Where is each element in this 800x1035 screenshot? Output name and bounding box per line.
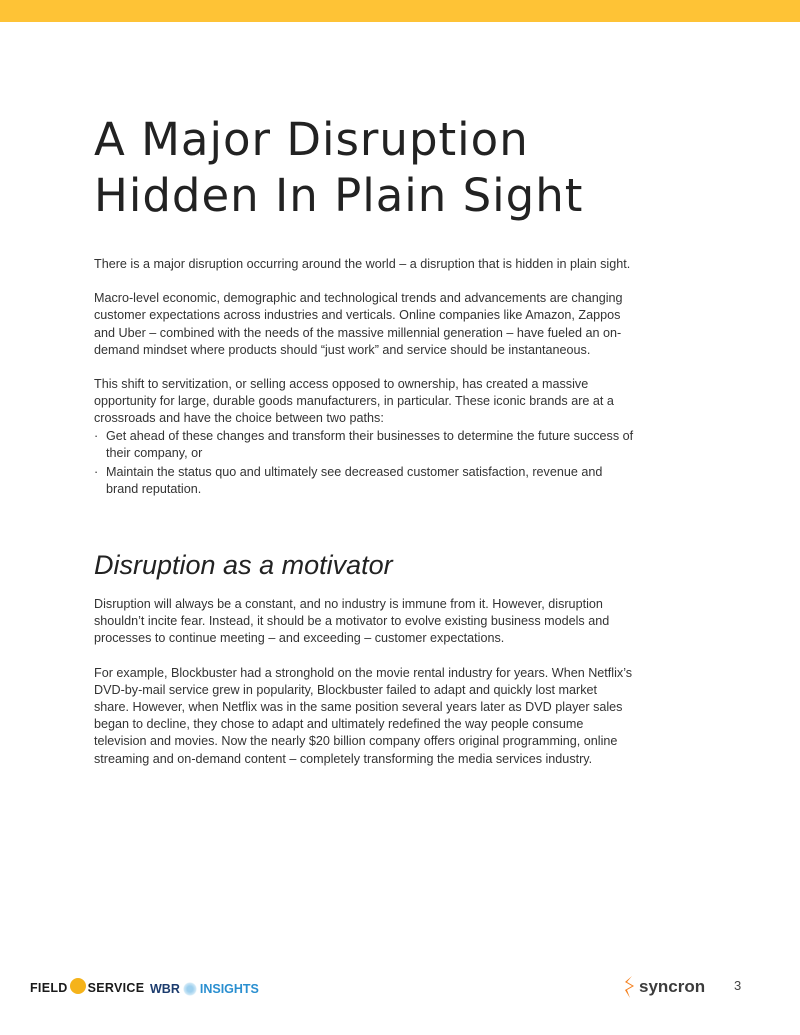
logo-text: SERVICE (87, 981, 145, 995)
syncron-logo (622, 976, 705, 998)
section-heading: Disruption as a motivator (94, 550, 393, 580)
paragraph: There is a major disruption occurring around the world – a disruption that is hidden in plain sight. (94, 257, 631, 271)
dots-icon (183, 982, 197, 996)
title-line-1: A Major Disruption (94, 113, 529, 166)
top-accent-bar (0, 0, 800, 22)
paths-list (94, 428, 634, 499)
page-footer (0, 970, 800, 1010)
paragraph: For example, Blockbuster had a stronghold on the movie rental industry for years. When Netflix’s DVD-by-mail service grew in popularity, Blockbuster failed to adapt and quickly lost market share. However, when Netflix was in the same position several years later as DVD player sales began to decline, they chose to adapt and ultimately redefined the way people consume television and movies. Now the nearly $20 billion company offers original programming, online streaming and on-demand content – completely transforming the media services industry. (94, 665, 633, 766)
paragraph: Disruption will always be a constant, and no industry is immune from it. However, disruption shouldn’t incite fear. Instead, it should be a motivator to evolve existing business models and processes to continue meeting – and exceeding – customer expectations. (94, 597, 610, 646)
sun-icon (70, 978, 86, 994)
title-line-2: Hidden In Plain Sight (94, 169, 584, 222)
logo-text: INSIGHTS (199, 982, 259, 996)
logo-text: FIELD (30, 981, 68, 995)
syncron-mark-icon (622, 976, 636, 998)
logo-text: WBR (150, 982, 180, 996)
paragraph: Macro-level economic, demographic and technological trends and advancements are changing customer expectations across industries and verticals. Online companies like Amazon, Zappos and Uber – combined with the needs of the massive millennial generation – have fueled an on-demand mindset where products should “just work” and service should be instantaneous. (94, 291, 623, 357)
page-number: 3 (734, 978, 742, 993)
wbr-insights-logo (150, 982, 259, 996)
logo-text: syncron (639, 977, 706, 996)
field-service-logo (30, 980, 144, 996)
list-item: · Maintain the status quo and ultimately see decreased customer satisfaction, revenue and brand reputation. (94, 464, 634, 498)
motivator-section (94, 596, 634, 785)
paragraph: This shift to servitization, or selling access opposed to ownership, has created a massive opportunity for large, durable goods manufacturers, in particular. These iconic brands are at a crossroads and have the choice between two paths: (94, 377, 614, 426)
list-item: · Get ahead of these changes and transform their businesses to determine the future success of their company, or (94, 428, 634, 462)
intro-section (94, 256, 634, 500)
page-title (94, 112, 583, 224)
